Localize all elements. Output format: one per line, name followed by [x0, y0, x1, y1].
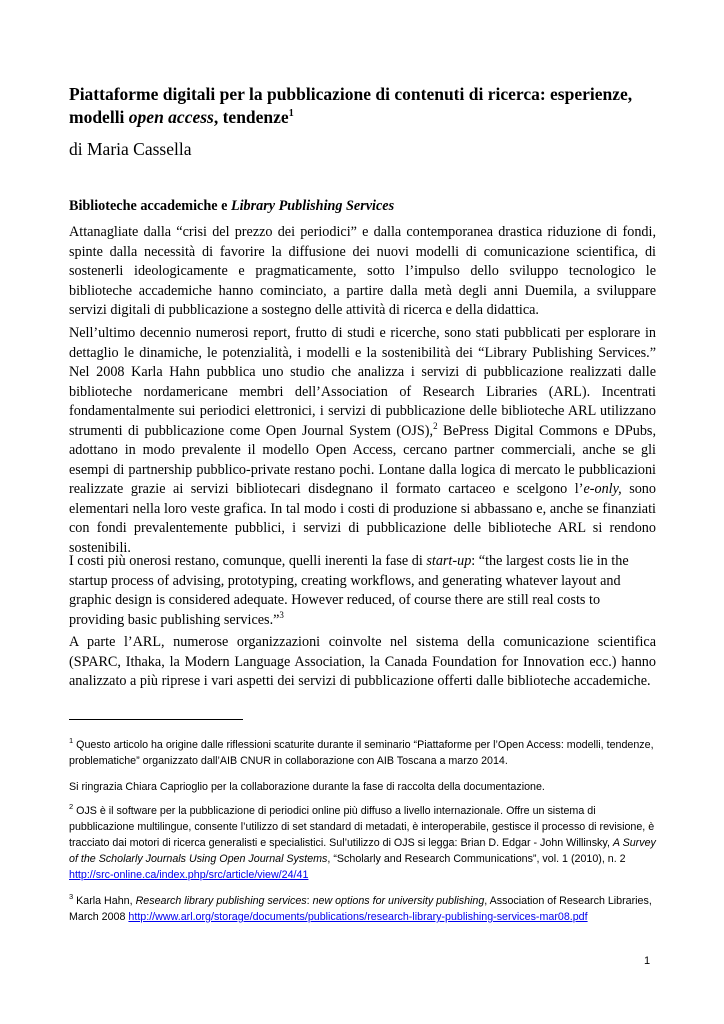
section-heading-part1: Biblioteche accademiche e — [69, 198, 231, 214]
footnote-3-text-b: : — [306, 895, 313, 907]
footnote-2-link[interactable]: http://src-online.ca/index.php/src/article/view/24/41 — [69, 869, 309, 881]
footnote-1-number: 1 — [69, 736, 74, 745]
footnote-1 — [69, 737, 659, 769]
paragraph-2-text-a: Nell’ultimo decennio numerosi report, frutto di studi e ricerche, sono stati pubblicati per esplorare in dettaglio le dinamiche, le potenzialità, i modelli e la sostenibilità dei “Library Publishing Services.” Nel 2008 Karla Hahn pubblica uno studio che analizza i servizi di pubblicazione realizzati dalle biblioteche nordamericane membri dell’Association of Research Libraries (ARL). Incentrati fondamentalmente sui periodici elettronici, i servizi di pubblicazione delle biblioteche ARL utilizzano strumenti di pubblicazione come Open Journal System (OJS), — [69, 325, 656, 439]
footnote-3-italic-2: new options for university publishing — [312, 895, 485, 907]
footnote-1-acknowledgement: Si ringrazia Chiara Caprioglio per la collaborazione durante la fase di raccolta della documentazione. — [69, 781, 545, 793]
section-heading-italic: Library Publishing Services — [230, 198, 395, 214]
paragraph-1: Attanagliate dalla “crisi del prezzo dei periodici” e dalla contemporanea drastica riduzione di fondi, spinte dalla necessità di favorire la diffusione dei nuovi modelli di comunicazione scientifica, di sostenerli ideologicamente e pragmaticamente, sotto l’impulso dello sviluppo tecnologico le biblioteche accademiche hanno cominciato, a partire dalla metà degli anni Duemila, a sviluppare servizi digitali di pubblicazione a sostegno delle attività di ricerca e della didattica. — [69, 224, 656, 318]
paragraph-4: A parte l’ARL, numerose organizzazioni coinvolte nel sistema della comunicazione scientifica (SPARC, Ithaka, la Modern Language Association, la Canada Foundation for Innovation ecc.) hanno analizzato a più riprese i vari aspetti dei servizi di pubblicazione offerti dalle biblioteche accademiche. — [69, 634, 656, 689]
paragraph-3-italic: start-up — [426, 553, 472, 569]
footnote-3 — [69, 893, 659, 925]
paragraph-2-text-b: BePress Digital Commons e DPubs, adottano in modo prevalente il modello Open Access, cercano partner commerciali, anche se gli esempi di partnership pubblico-private restano pochi. Lontane dalla logica di mercato le pubblicazioni realizzate grazie ai servizi bibliotecari disdegnano il formato cartaceo e scelgono l’ — [69, 422, 656, 497]
footnote-2-number: 2 — [69, 802, 74, 811]
title-text-part1: Piattaforme digitali per la pubblicazione di contenuti di ricerca: esperienze, modelli — [69, 84, 633, 127]
footnote-ref-3[interactable]: 3 — [279, 609, 284, 620]
article-title — [69, 83, 659, 129]
paragraph-3-text-b: : “the largest costs lie in the startup process of advising, prototyping, creating workflows, and generating whatever layout and graphic design is considered adequate. However reduced, of course there are still real costs to providing basic publishing services.” — [69, 553, 629, 628]
footnote-separator — [69, 719, 243, 720]
footnote-ref-2[interactable]: 2 — [433, 420, 438, 431]
footnote-3-text-c: , Association of Research Libraries, March 2008 — [69, 895, 652, 923]
footnote-1-text: Questo articolo ha origine dalle riflessioni scaturite durante il seminario “Piattaforme per l’Open Access: modelli, tendenze, problematiche” organizzato dall’AIB CNUR in collaborazione con AIB Toscana a marzo 2014. — [69, 739, 654, 767]
footnote-2-text-b: , “Scholarly and Research Communications”, vol. 1 (2010), n. 2 — [327, 853, 626, 865]
paragraph-2-text-c: sono elementari nella loro veste grafica. In tal modo i costi di produzione si abbassano e, anche se finanziati con fondi prevalentemente pubblici, i servizi di pubblicazione delle biblioteche ARL si rendono sostenibili. — [69, 481, 656, 556]
footnote-3-italic-1: Research library publishing services — [135, 895, 307, 907]
paragraph-2-italic: e-only, — [583, 481, 622, 497]
paragraph-2 — [69, 324, 656, 558]
footnote-2-text-a: OJS è il software per la pubblicazione di periodici online più diffuso a livello internazionale. Offre un sistema di pubblicazione multilingue, consente l’utilizzo di set standard di metadati, è interoperabile, gestisce il processo di revisione, è tracciato dai motori di ricerca generalisti e specialistici. Sul’utilizzo di OJS si legga: Brian D. Edgar - John Willinsky, — [69, 805, 655, 849]
page-number: 1 — [644, 955, 651, 967]
footnote-3-text-a: Karla Hahn, — [73, 895, 136, 907]
footnote-2 — [69, 803, 659, 883]
footnote-3-link[interactable]: http://www.arl.org/storage/documents/publications/research-library-publishing-services-mar08.pdf — [128, 911, 588, 923]
footnote-3-number: 3 — [69, 892, 74, 901]
title-footnote-ref[interactable]: 1 — [288, 108, 294, 119]
section-heading — [69, 197, 394, 216]
title-text-italic: open access — [128, 107, 214, 127]
footnote-2-italic: A Survey of the Scholarly Journals Using Open Journal Systems — [69, 837, 656, 865]
title-text-part2: , tendenze — [213, 107, 289, 127]
author-byline: di Maria Cassella — [69, 139, 192, 159]
paragraph-3-text-a: I costi più onerosi restano, comunque, quelli inerenti la fase di — [69, 553, 427, 569]
paragraph-3 — [69, 552, 656, 630]
